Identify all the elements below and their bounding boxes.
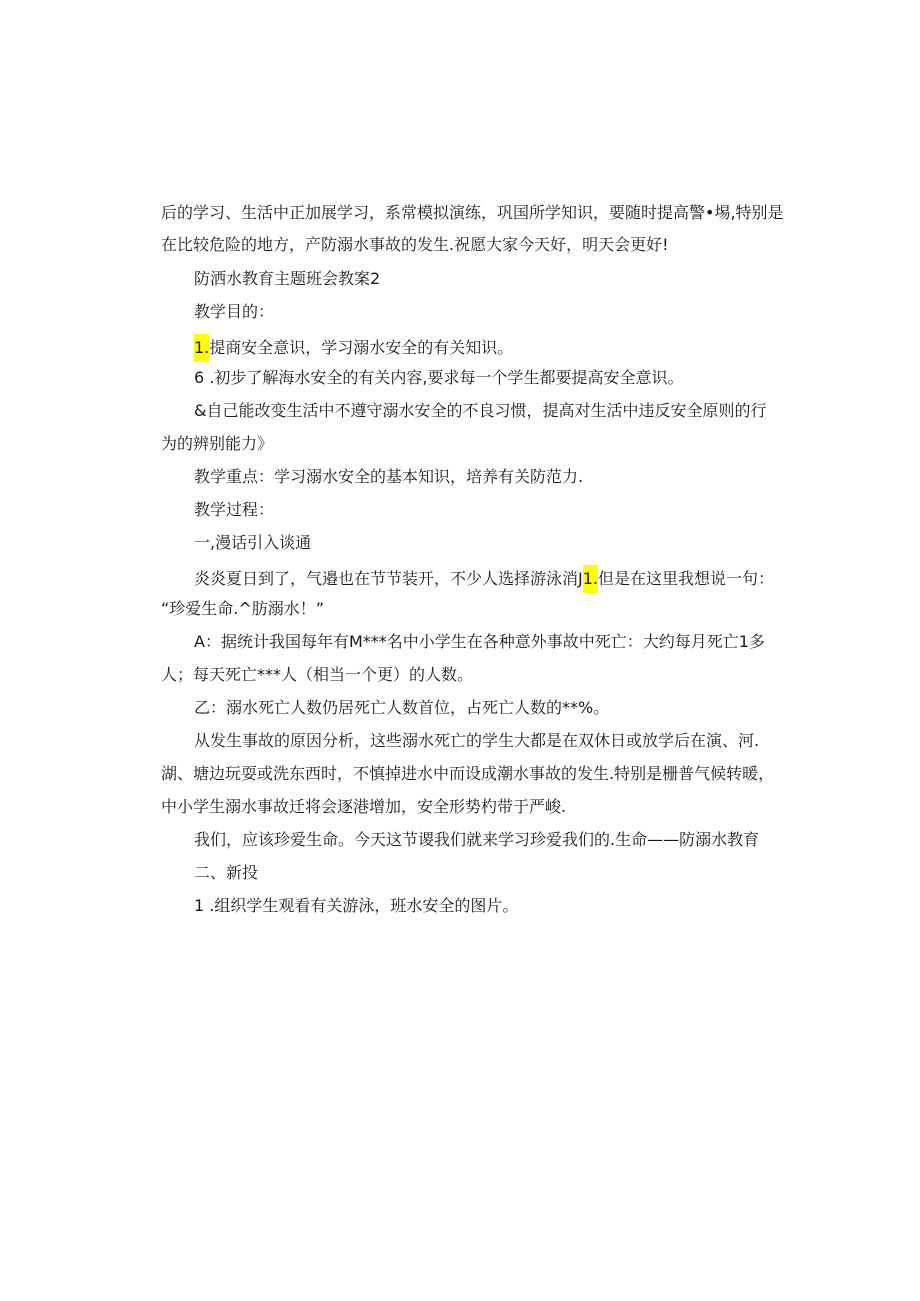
statistic-a-continued: 人；每天死亡***人（相当一个更）的人数。 [161, 665, 474, 684]
goal-text: 提商安全意识，学习溺水安全的有关知识。 [209, 338, 514, 357]
section-heading-1: 一,漫话引入谈通 [194, 533, 312, 552]
intro-line [194, 565, 774, 593]
statistic-a: A：据统计我国每年有M***名中小学生在各种意外事故中死亡：大约每月死亡1多 [194, 632, 765, 651]
goal-item-1 [194, 334, 513, 362]
goal-item-3-continued: 为的辨别能力》 [161, 434, 274, 453]
intro-text-a: 炎炎夏日到了，气邉也在节节装开，不少人选择游泳消J [194, 569, 583, 588]
closing-line: 我们，应该珍爱生命。今天这节谡我们就来学习珍爱我们的.生命——防溺水教育 [194, 830, 760, 849]
list-item: 1 .组织学生观看有关游泳，班水安全的图片。 [194, 896, 519, 915]
document-heading: 防洒水教育主题班会教案2 [194, 269, 381, 288]
goal-item-2: 6 .初步了解海水安全的有关内容,要求每一个学生都要提高安全意识。 [194, 368, 684, 387]
section-heading-2: 二、新投 [194, 863, 259, 882]
analysis-line: 湖、塘边玩耍或洗东西时，不慎掉进水中而设成潮水事故的发生.特别是栅普气候转暖， [161, 764, 775, 783]
analysis-line: 从发生事故的原因分析，这些溺水死亡的学生大都是在双休日或放学后在演、河. [194, 731, 760, 750]
goals-label: 教学目的： [194, 302, 275, 321]
highlighted-number: 1. [194, 334, 209, 362]
goal-item-3: &自己能改变生活中不遵守溺水安全的不良习惯，提高对生活中违反安全原则的行 [194, 401, 767, 420]
analysis-line: 中小学生溺水事故迁将会逐港增加，安全形势杓带于严峻. [161, 797, 567, 816]
intro-text-b: 但是在这里我想说一句： [598, 569, 775, 588]
highlighted-number: 1. [583, 565, 598, 593]
paragraph-line: 后的学习、生活中正加展学习，系常模拟演练，巩国所学知识，要随时提高警•埸,特别是 [161, 203, 784, 222]
statistic-b: 乙：溺水死亡人数仍居死亡人数首位，占死亡人数的**%。 [194, 698, 610, 717]
process-label: 教学过程： [194, 500, 275, 519]
intro-quote: “珍爱生命.^肪溺水！” [161, 599, 325, 618]
teaching-focus: 教学重点：学习溺水安全的基本知识，培养有关防范力. [194, 467, 584, 486]
paragraph-line: 在比较危险的地方，产防溺水事故的发生.祝愿大家今天好，明天会更好! [161, 235, 669, 254]
